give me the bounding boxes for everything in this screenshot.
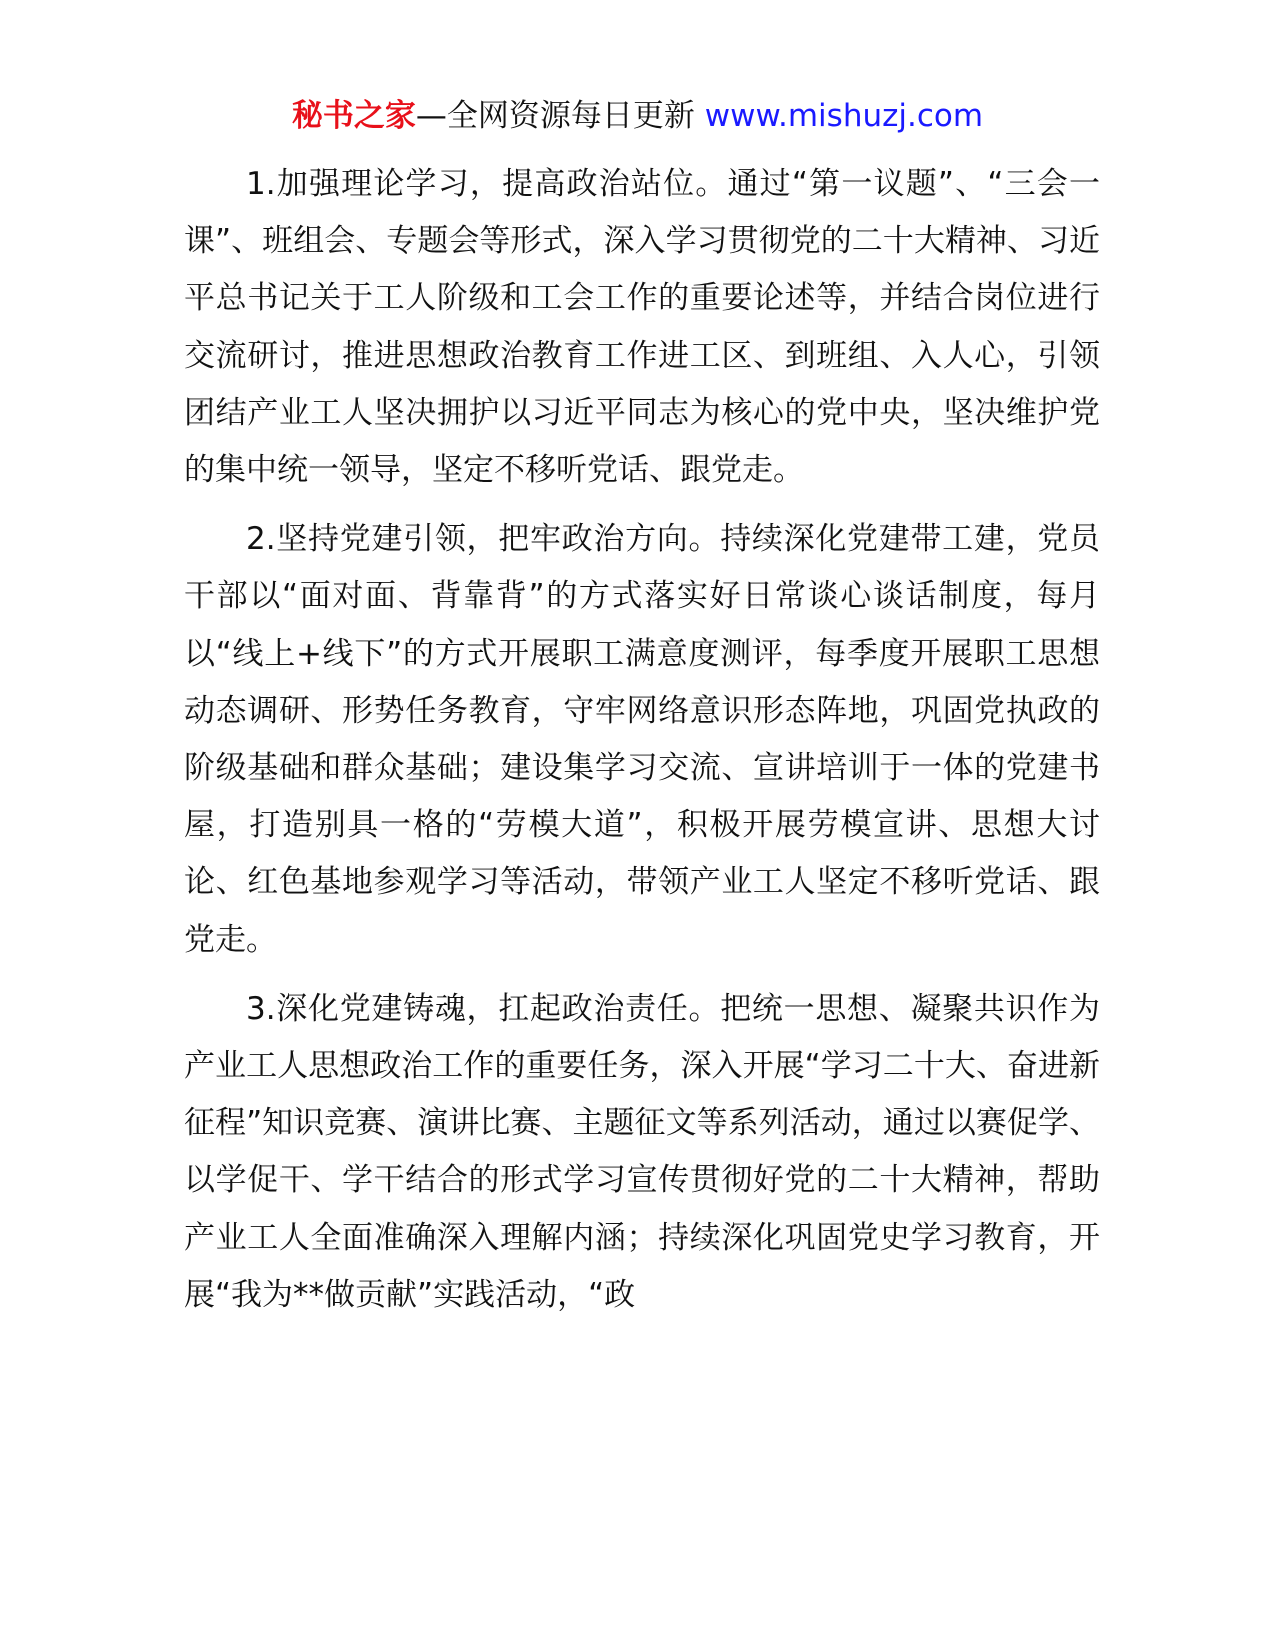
paragraph-2: 2.坚持党建引领，把牢政治方向。持续深化党建带工建，党员干部以“面对面、背靠背”的方式落实好日常谈心谈话制度，每月以“线上+线下”的方式开展职工满意度测评，每季度开展职工思想动态调研、形势任务教育，守牢网络意识形态阵地，巩固党执政的阶级基础和群众基础；建设集学习交流、宣讲培训于一体的党建书屋，打造别具一格的“劳模大道”，积极开展劳模宣讲、思想大讨论、红色基地参观学习等活动，带领产业工人坚定不移听党话、跟党走。 — [184, 521, 1100, 958]
banner-tagline: —全网资源每日更新 — [415, 98, 705, 134]
brand-name: 秘书之家 — [291, 98, 416, 134]
paragraph-3: 3.深化党建铸魂，扛起政治责任。把统一思想、凝聚共识作为产业工人思想政治工作的重要任务，深入开展“学习二十大、奋进新征程”知识竞赛、演讲比赛、主题征文等系列活动，通过以赛促学、以学促干、学干结合的形式学习宣传贯彻好党的二十大精神，帮助产业工人全面准确深入理解内涵；持续深化巩固党史学习教育，开展“我为**做贡献”实践活动，“政 — [184, 990, 1100, 1313]
paragraph-1: 1.加强理论学习，提高政治站位。通过“第一议题”、“三会一课”、班组会、专题会等形式，深入学习贯彻党的二十大精神、习近平总书记关于工人阶级和工会工作的重要论述等，并结合岗位进行交流研讨，推进思想政治教育工作进工区、到班组、入人心，引领团结产业工人坚决拥护以习近平同志为核心的党中央，坚决维护党的集中统一领导，坚定不移听党话、跟党走。 — [184, 166, 1100, 489]
site-url-link[interactable]: www.mishuzj.com — [704, 98, 984, 134]
site-banner — [0, 96, 1275, 136]
document-body — [184, 156, 1100, 1324]
